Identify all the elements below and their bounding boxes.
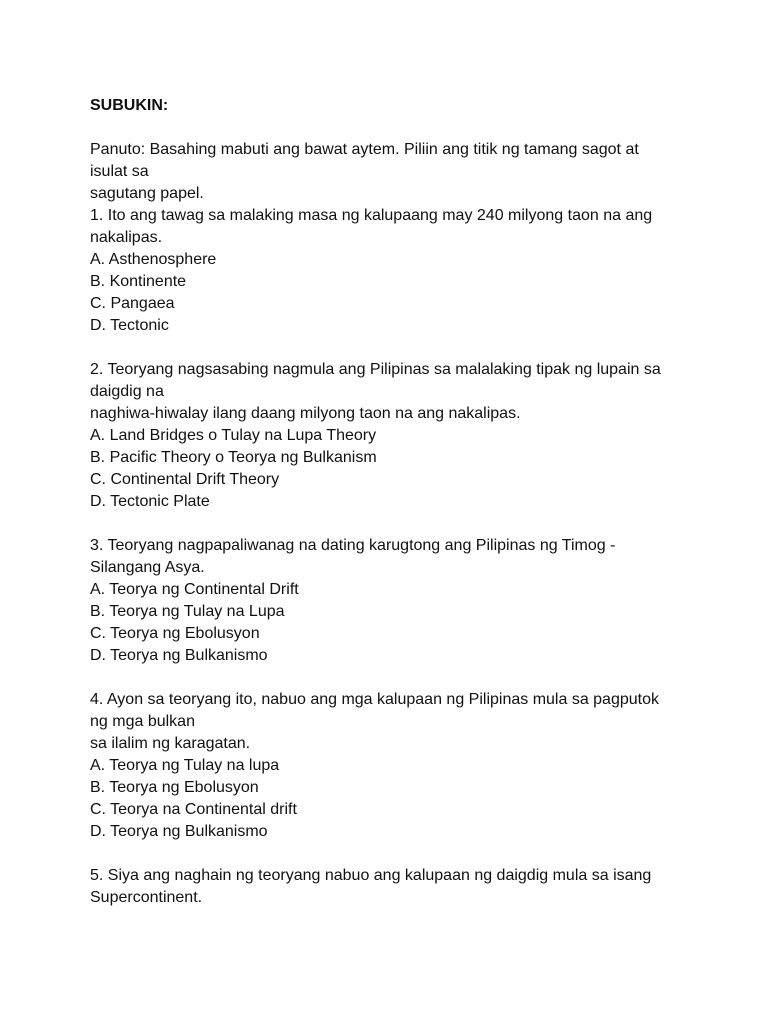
instructions: [90, 139, 690, 205]
choice-list: [90, 425, 690, 513]
question-text: [90, 535, 690, 579]
question-text: [90, 205, 690, 249]
choice-d: D. Teorya ng Bulkanismo: [90, 647, 268, 664]
choice-a: A. Teorya ng Tulay na lupa: [90, 757, 280, 774]
choice-c: C. Pangaea: [90, 295, 175, 312]
choice-c: C. Teorya na Continental drift: [90, 801, 297, 818]
question-3: [90, 535, 690, 667]
choice-a: A. Asthenosphere: [90, 251, 217, 268]
question-2: [90, 359, 690, 513]
choice-c: C. Continental Drift Theory: [90, 471, 280, 488]
question-text: [90, 689, 690, 755]
question-5: [90, 865, 690, 909]
choice-b: B. Teorya ng Tulay na Lupa: [90, 603, 285, 620]
choice-d: D. Tectonic Plate: [90, 493, 210, 510]
question-text: [90, 865, 690, 909]
instruction-line: Panuto: Basahing mabuti ang bawat aytem. Piliin ang titik ng tamang sagot at: [90, 141, 639, 158]
question-line: Silangang Asya.: [90, 559, 205, 576]
choice-d: D. Tectonic: [90, 317, 169, 334]
question-line: daigdig na: [90, 383, 164, 400]
page-title: SUBUKIN:: [90, 97, 169, 114]
question-line: naghiwa-hiwalay ilang daang milyong taon na ang nakalipas.: [90, 405, 521, 422]
choice-a: A. Land Bridges o Tulay na Lupa Theory: [90, 427, 377, 444]
choice-b: B. Pacific Theory o Teorya ng Bulkanism: [90, 449, 377, 466]
question-line: nakalipas.: [90, 229, 163, 246]
question-4: [90, 689, 690, 843]
question-1: [90, 205, 690, 337]
document-page: [90, 95, 690, 931]
instruction-line: sagutang papel.: [90, 185, 204, 202]
question-text: [90, 359, 690, 425]
question-line: 2. Teoryang nagsasabing nagmula ang Pilipinas sa malalaking tipak ng lupain sa: [90, 361, 661, 378]
choice-b: B. Kontinente: [90, 273, 187, 290]
choice-a: A. Teorya ng Continental Drift: [90, 581, 299, 598]
choice-list: [90, 249, 690, 337]
instruction-line: isulat sa: [90, 163, 149, 180]
choice-b: B. Teorya ng Ebolusyon: [90, 779, 259, 796]
question-line: 5. Siya ang naghain ng teoryang nabuo ang kalupaan ng daigdig mula sa isang: [90, 867, 652, 884]
choice-list: [90, 755, 690, 843]
choice-d: D. Teorya ng Bulkanismo: [90, 823, 268, 840]
question-line: ng mga bulkan: [90, 713, 195, 730]
question-line: sa ilalim ng karagatan.: [90, 735, 251, 752]
question-line: 3. Teoryang nagpapaliwanag na dating karugtong ang Pilipinas ng Timog -: [90, 537, 616, 554]
question-line: 1. Ito ang tawag sa malaking masa ng kalupaang may 240 milyong taon na ang: [90, 207, 653, 224]
question-line: 4. Ayon sa teoryang ito, nabuo ang mga kalupaan ng Pilipinas mula sa pagputok: [90, 691, 659, 708]
question-line: Supercontinent.: [90, 889, 203, 906]
choice-c: C. Teorya ng Ebolusyon: [90, 625, 260, 642]
choice-list: [90, 579, 690, 667]
